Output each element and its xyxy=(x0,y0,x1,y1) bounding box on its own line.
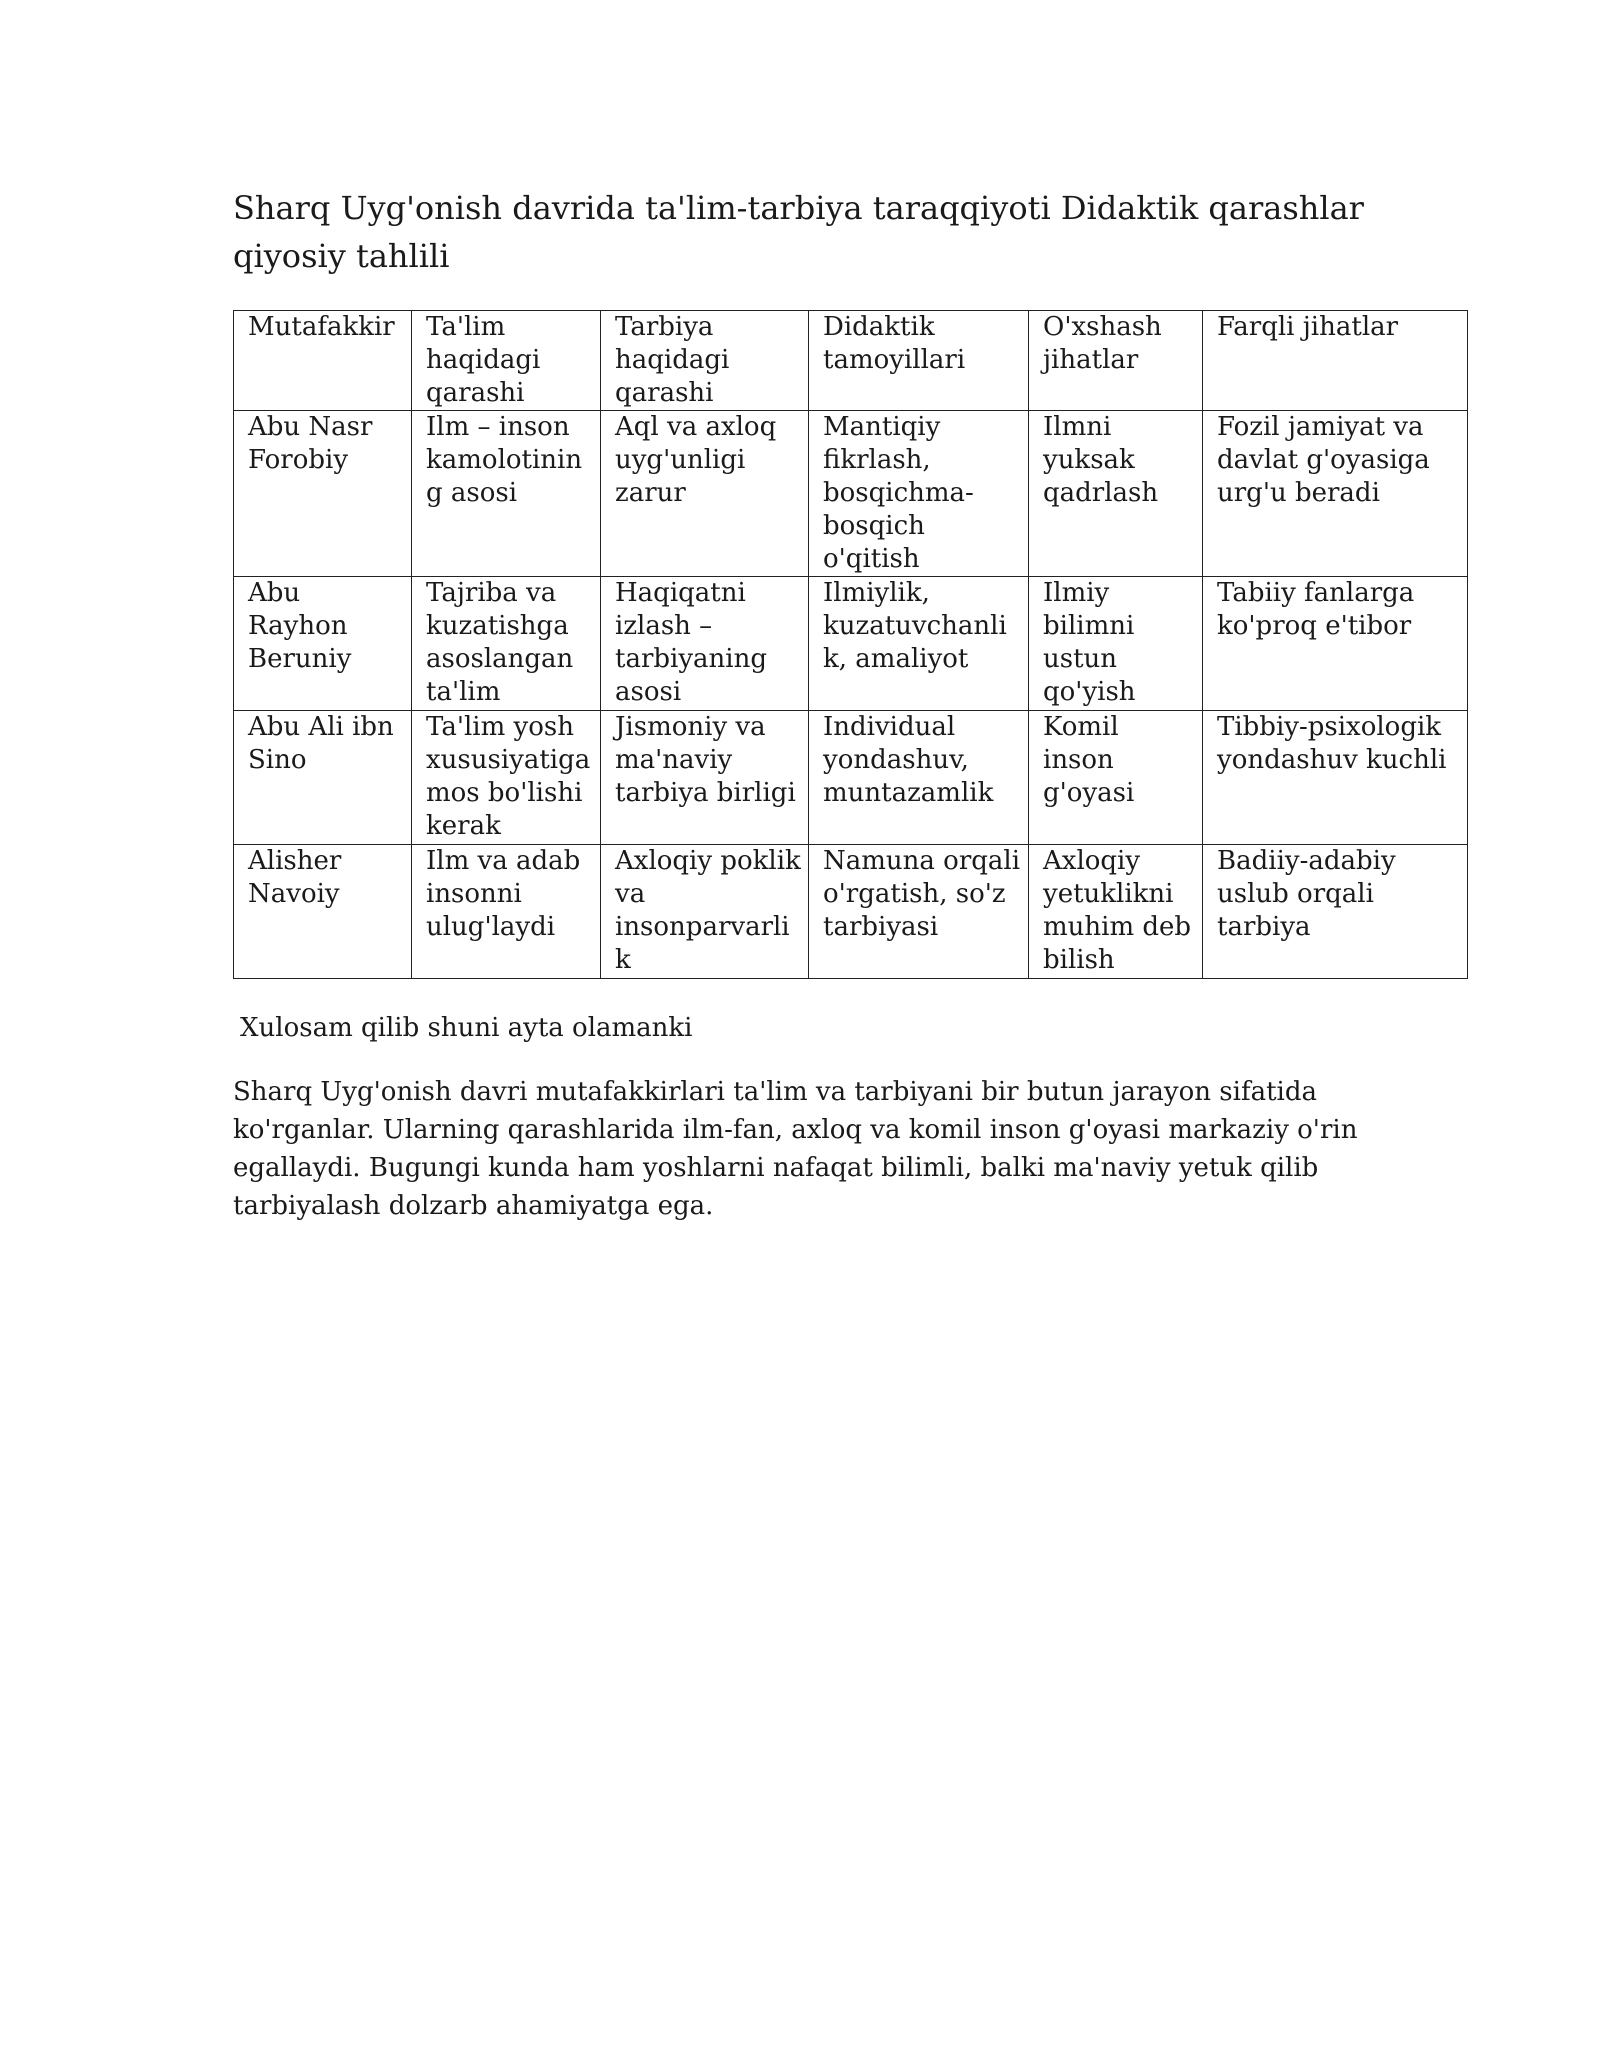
table-cell: Abu Ali ibn Sino xyxy=(234,711,412,845)
table-cell: Ilmiylik, kuzatuvchanlik, amaliyot xyxy=(809,577,1029,711)
table-cell: Mantiqiy fikrlash, bosqichma-bosqich o'qitish xyxy=(809,411,1029,577)
table-cell: Fozil jamiyat va davlat g'oyasiga urg'u beradi xyxy=(1203,411,1468,577)
table-cell: Komil inson g'oyasi xyxy=(1029,711,1203,845)
conclusion-heading: Xulosam qilib shuni ayta olamanki xyxy=(240,1013,693,1043)
header-cell-education-view: Ta'lim haqidagi qarashi xyxy=(412,311,601,411)
table-cell: Jismoniy va ma'naviy tarbiya birligi xyxy=(601,711,809,845)
table-header-row xyxy=(234,311,1468,411)
document-title: Sharq Uyg'onish davrida ta'lim-tarbiya taraqqiyoti Didaktik qarashlar qiyosiy tahlili xyxy=(233,189,1364,275)
header-cell-similarities: O'xshash jihatlar xyxy=(1029,311,1203,411)
table-cell: Abu Rayhon Beruniy xyxy=(234,577,412,711)
table-cell: Alisher Navoiy xyxy=(234,845,412,979)
table-row xyxy=(234,711,1468,845)
table-row xyxy=(234,411,1468,577)
table-cell: Individual yondashuv, muntazamlik xyxy=(809,711,1029,845)
table-cell: Abu Nasr Forobiy xyxy=(234,411,412,577)
table-cell: Tajriba va kuzatishga asoslangan ta'lim xyxy=(412,577,601,711)
table-cell: Namuna orqali o'rgatish, so'z tarbiyasi xyxy=(809,845,1029,979)
table-cell: Axloqiy poklik va insonparvarlik xyxy=(601,845,809,979)
table-cell: Tibbiy-psixologik yondashuv kuchli xyxy=(1203,711,1468,845)
conclusion-paragraph: Sharq Uyg'onish davri mutafakkirlari ta'lim va tarbiyani bir butun jarayon sifatida ko'rganlar. Ularning qarashlarida ilm-fan, axloq va komil inson g'oyasi markaziy o'rin egallaydi. Bugungi kunda ham yoshlarni nafaqat bilimli, balki ma'naviy yetuk qilib tarbiyalash dolzarb ahamiyatga ega. xyxy=(233,1077,1358,1221)
header-cell-differences: Farqli jihatlar xyxy=(1203,311,1468,411)
header-cell-thinker: Mutafakkir xyxy=(234,311,412,411)
table-cell: Ilmni yuksak qadrlash xyxy=(1029,411,1203,577)
table-cell: Badiiy-adabiy uslub orqali tarbiya xyxy=(1203,845,1468,979)
table-cell: Ta'lim yosh xususiyatiga mos bo'lishi kerak xyxy=(412,711,601,845)
table-cell: Axloqiy yetuklikni muhim deb bilish xyxy=(1029,845,1203,979)
table-cell: Ilm – inson kamolotining asosi xyxy=(412,411,601,577)
header-cell-didactic-principles: Didaktik tamoyillari xyxy=(809,311,1029,411)
table-cell: Aql va axloq uyg'unligi zarur xyxy=(601,411,809,577)
table-cell: Haqiqatni izlash – tarbiyaning asosi xyxy=(601,577,809,711)
comparison-table xyxy=(233,310,1468,979)
header-cell-upbringing-view: Tarbiya haqidagi qarashi xyxy=(601,311,809,411)
table-row xyxy=(234,577,1468,711)
table-cell: Tabiiy fanlarga ko'proq e'tibor xyxy=(1203,577,1468,711)
table-cell: Ilm va adab insonni ulug'laydi xyxy=(412,845,601,979)
table-cell: Ilmiy bilimni ustun qo'yish xyxy=(1029,577,1203,711)
table-row xyxy=(234,845,1468,979)
